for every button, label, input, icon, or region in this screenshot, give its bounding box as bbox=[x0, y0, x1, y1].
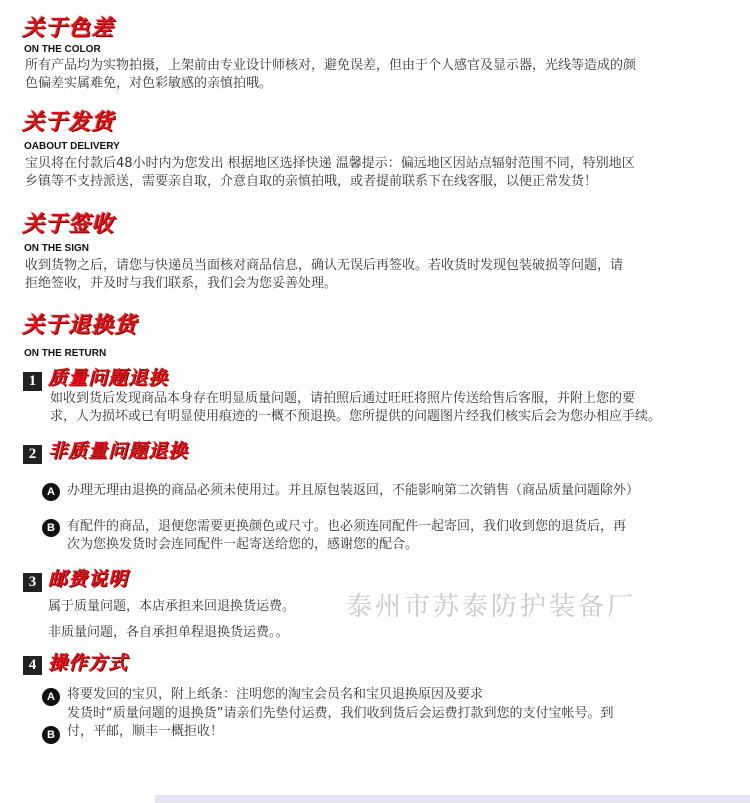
operation-method-title: 操作方式 bbox=[48, 652, 129, 674]
return-section-subtitle: ON THE RETURN bbox=[24, 348, 107, 359]
bottom-divider-bar bbox=[155, 795, 750, 803]
operation-bullet-b-line2: 付，平邮，顺丰一概拒收！ bbox=[67, 724, 224, 739]
color-body-line2: 色偏差实属难免，对色彩敏感的亲慎拍哦。 bbox=[25, 76, 273, 91]
sign-body-line2: 拒绝签收，并及时与我们联系，我们会为您妥善处理。 bbox=[25, 276, 338, 291]
operation-bullet-a-text: 将要发回的宝贝，附上纸条：注明您的淘宝会员名和宝贝退换原因及要求 bbox=[67, 687, 484, 702]
non-quality-b-line1: 有配件的商品，退便您需要更换颜色或尺寸。也必须连同配件一起寄回，我们收到您的退货后，再 bbox=[67, 519, 627, 534]
non-quality-bullet-a-text: 办理无理由退换的商品必须未使用过。并且原包装返回，不能影响第二次销售（商品质量问题除外） bbox=[67, 483, 640, 498]
shipping-fee-line1: 属于质量问题，本店承担来回退换货运费。 bbox=[48, 599, 296, 614]
sign-section-body bbox=[25, 257, 725, 293]
sign-section-title: 关于签收 bbox=[22, 212, 115, 237]
color-body-line1: 所有产品均为实物拍摄，上架前由专业设计师核对，避免误差，但由于个人感官及显示器，光线等造成的颜 bbox=[25, 58, 637, 73]
quality-return-title: 质量问题退换 bbox=[48, 367, 169, 389]
shipping-fee-title: 邮费说明 bbox=[48, 568, 129, 590]
company-watermark: 泰州市苏泰防护装备厂 bbox=[346, 592, 637, 622]
quality-return-line1: 如收到货后发现商品本身存在明显质量问题，请拍照后通过旺旺将照片传送给售后客服，并附上您的要 bbox=[50, 391, 636, 406]
sign-section-subtitle: ON THE SIGN bbox=[24, 243, 90, 254]
color-section-body bbox=[25, 57, 725, 93]
delivery-section-title: 关于发货 bbox=[22, 110, 115, 135]
non-quality-return-title: 非质量问题退换 bbox=[48, 440, 189, 462]
sign-body-line1: 收到货物之后，请您与快递员当面核对商品信息，确认无误后再签收。若收货时发现包装破损等问题，请 bbox=[25, 258, 624, 273]
non-quality-bullet-b-text bbox=[67, 518, 747, 554]
non-quality-b-line2: 次为您换发货时会连同配件一起寄送给您的，感谢您的配合。 bbox=[67, 537, 419, 552]
color-section-subtitle: ON THE COLOR bbox=[24, 44, 101, 55]
item-number-2-icon: 2 bbox=[23, 445, 42, 464]
quality-return-line2: 求，人为损坏或已有明显使用痕迹的一概不预退换。您所提供的问题图片经我们核实后会为您办相应手续。 bbox=[50, 409, 662, 424]
bullet-b-icon-2: B bbox=[42, 726, 60, 744]
bullet-a-icon: A bbox=[42, 483, 60, 501]
item-number-1-icon: 1 bbox=[23, 372, 42, 391]
color-section-title: 关于色差 bbox=[22, 16, 115, 41]
operation-bullet-b-line1: 发货时“质量问题的退换货”请亲们先垫付运费，我们收到货后会运费打款到您的支付宝帐号。到 bbox=[67, 706, 614, 721]
item-number-4-icon: 4 bbox=[23, 656, 42, 675]
bullet-a-icon-2: A bbox=[42, 688, 60, 706]
delivery-section-subtitle: OABOUT DELIVERY bbox=[24, 141, 120, 152]
return-section-title: 关于退换货 bbox=[22, 313, 138, 338]
item-number-3-icon: 3 bbox=[23, 573, 42, 592]
delivery-body-line1: 宝贝将在付款后48小时内为您发出 根据地区选择快递 温馨提示：偏远地区因站点辐射范围不同，特别地区 bbox=[25, 156, 635, 171]
shipping-fee-line2: 非质量问题，各自承担单程退换货运费。。 bbox=[48, 625, 289, 640]
delivery-section-body bbox=[25, 155, 725, 191]
bullet-b-icon: B bbox=[42, 519, 60, 537]
delivery-body-line2: 乡镇等不支持派送，需要亲自取，介意自取的亲慎拍哦，或者提前联系下在线客服，以便正常发货！ bbox=[25, 174, 598, 189]
quality-return-body bbox=[50, 390, 740, 426]
